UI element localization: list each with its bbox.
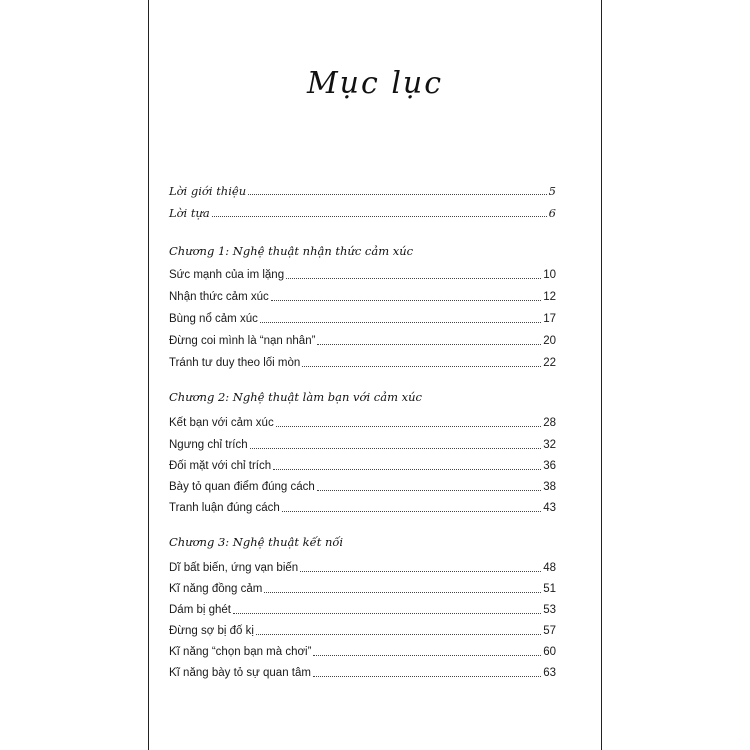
toc-row (169, 597, 556, 617)
toc-label: Kết bạn với cảm xúc (169, 417, 274, 429)
toc-leader-dots (300, 571, 541, 572)
toc-row (169, 474, 556, 494)
toc-page-number: 6 (548, 206, 556, 220)
toc-page-number: 43 (543, 502, 556, 514)
toc-leader-dots (313, 676, 541, 677)
toc-page-number: 5 (548, 184, 556, 198)
toc-row (169, 576, 556, 596)
toc-page-number: 17 (543, 313, 556, 325)
toc-label: Đối mặt với chỉ trích (169, 460, 272, 472)
toc-row (169, 262, 556, 282)
toc-label: Sức mạnh của im lặng (169, 269, 285, 281)
toc-label: Dĩ bất biến, ứng vạn biến (169, 562, 299, 574)
toc-page-number: 60 (543, 646, 556, 658)
toc-row (169, 660, 556, 680)
toc-leader-dots (264, 592, 541, 593)
toc-row (169, 284, 556, 304)
toc-leader-dots (276, 426, 542, 427)
toc-row (169, 639, 556, 659)
toc-leader-dots (256, 634, 541, 635)
toc-leader-dots (317, 490, 541, 491)
toc-leader-dots (248, 194, 547, 195)
chapter-heading: Chương 2: Nghệ thuật làm bạn với cảm xúc (169, 390, 422, 404)
toc-label: Nhận thức cảm xúc (169, 291, 269, 303)
toc-row (169, 495, 556, 515)
toc-leader-dots (317, 344, 541, 345)
toc-row (169, 328, 556, 348)
toc-label: Ngưng chỉ trích (169, 439, 248, 451)
toc-label: Đừng coi mình là “nạn nhân” (169, 335, 316, 347)
toc-leader-dots (313, 655, 541, 656)
toc-leader-dots (260, 322, 541, 323)
toc-row-preface (169, 200, 556, 220)
toc-page-number: 53 (543, 604, 556, 616)
toc-leader-dots (286, 278, 541, 279)
toc-label: Kĩ năng “chọn bạn mà chơi” (169, 646, 312, 658)
toc-page-number: 63 (543, 667, 556, 679)
toc-row (169, 432, 556, 452)
toc-page-number: 51 (543, 583, 556, 595)
toc-row (169, 306, 556, 326)
chapter-heading: Chương 1: Nghệ thuật nhận thức cảm xúc (169, 244, 414, 258)
toc-label: Kĩ năng bày tỏ sự quan tâm (169, 667, 311, 679)
toc-label: Tranh luận đúng cách (169, 502, 280, 514)
toc-page-number: 28 (543, 417, 556, 429)
toc-label: Bùng nổ cảm xúc (169, 313, 258, 325)
toc-label: Kĩ năng đồng cảm (169, 583, 263, 595)
toc-label: Lời tựa (169, 206, 210, 220)
toc-label: Lời giới thiệu (169, 184, 247, 198)
toc-page-number: 36 (543, 460, 556, 472)
toc-page-number: 20 (543, 335, 556, 347)
toc-row (169, 453, 556, 473)
toc-page-number: 12 (543, 291, 556, 303)
toc-label: Đừng sợ bị đố kị (169, 625, 254, 637)
book-page (148, 0, 602, 750)
toc-label: Dám bị ghét (169, 604, 232, 616)
toc-page-number: 48 (543, 562, 556, 574)
chapter-heading: Chương 3: Nghệ thuật kết nối (169, 535, 344, 549)
toc-page-number: 22 (543, 357, 556, 369)
toc-leader-dots (282, 511, 541, 512)
toc-label: Bày tỏ quan điểm đúng cách (169, 481, 315, 493)
toc-leader-dots (250, 448, 542, 449)
toc-leader-dots (271, 300, 541, 301)
page-title: Mục lục (306, 66, 444, 101)
toc-page-number: 32 (543, 439, 556, 451)
toc-row (169, 410, 556, 430)
toc-row (169, 618, 556, 638)
toc-leader-dots (233, 613, 541, 614)
toc-leader-dots (273, 469, 541, 470)
toc-row (169, 555, 556, 575)
toc-page-number: 38 (543, 481, 556, 493)
toc-row (169, 350, 556, 370)
toc-label: Tránh tư duy theo lối mòn (169, 357, 301, 369)
toc-row-intro (169, 178, 556, 198)
toc-leader-dots (212, 216, 547, 217)
toc-leader-dots (302, 366, 541, 367)
toc-page-number: 10 (543, 269, 556, 281)
toc-page-number: 57 (543, 625, 556, 637)
